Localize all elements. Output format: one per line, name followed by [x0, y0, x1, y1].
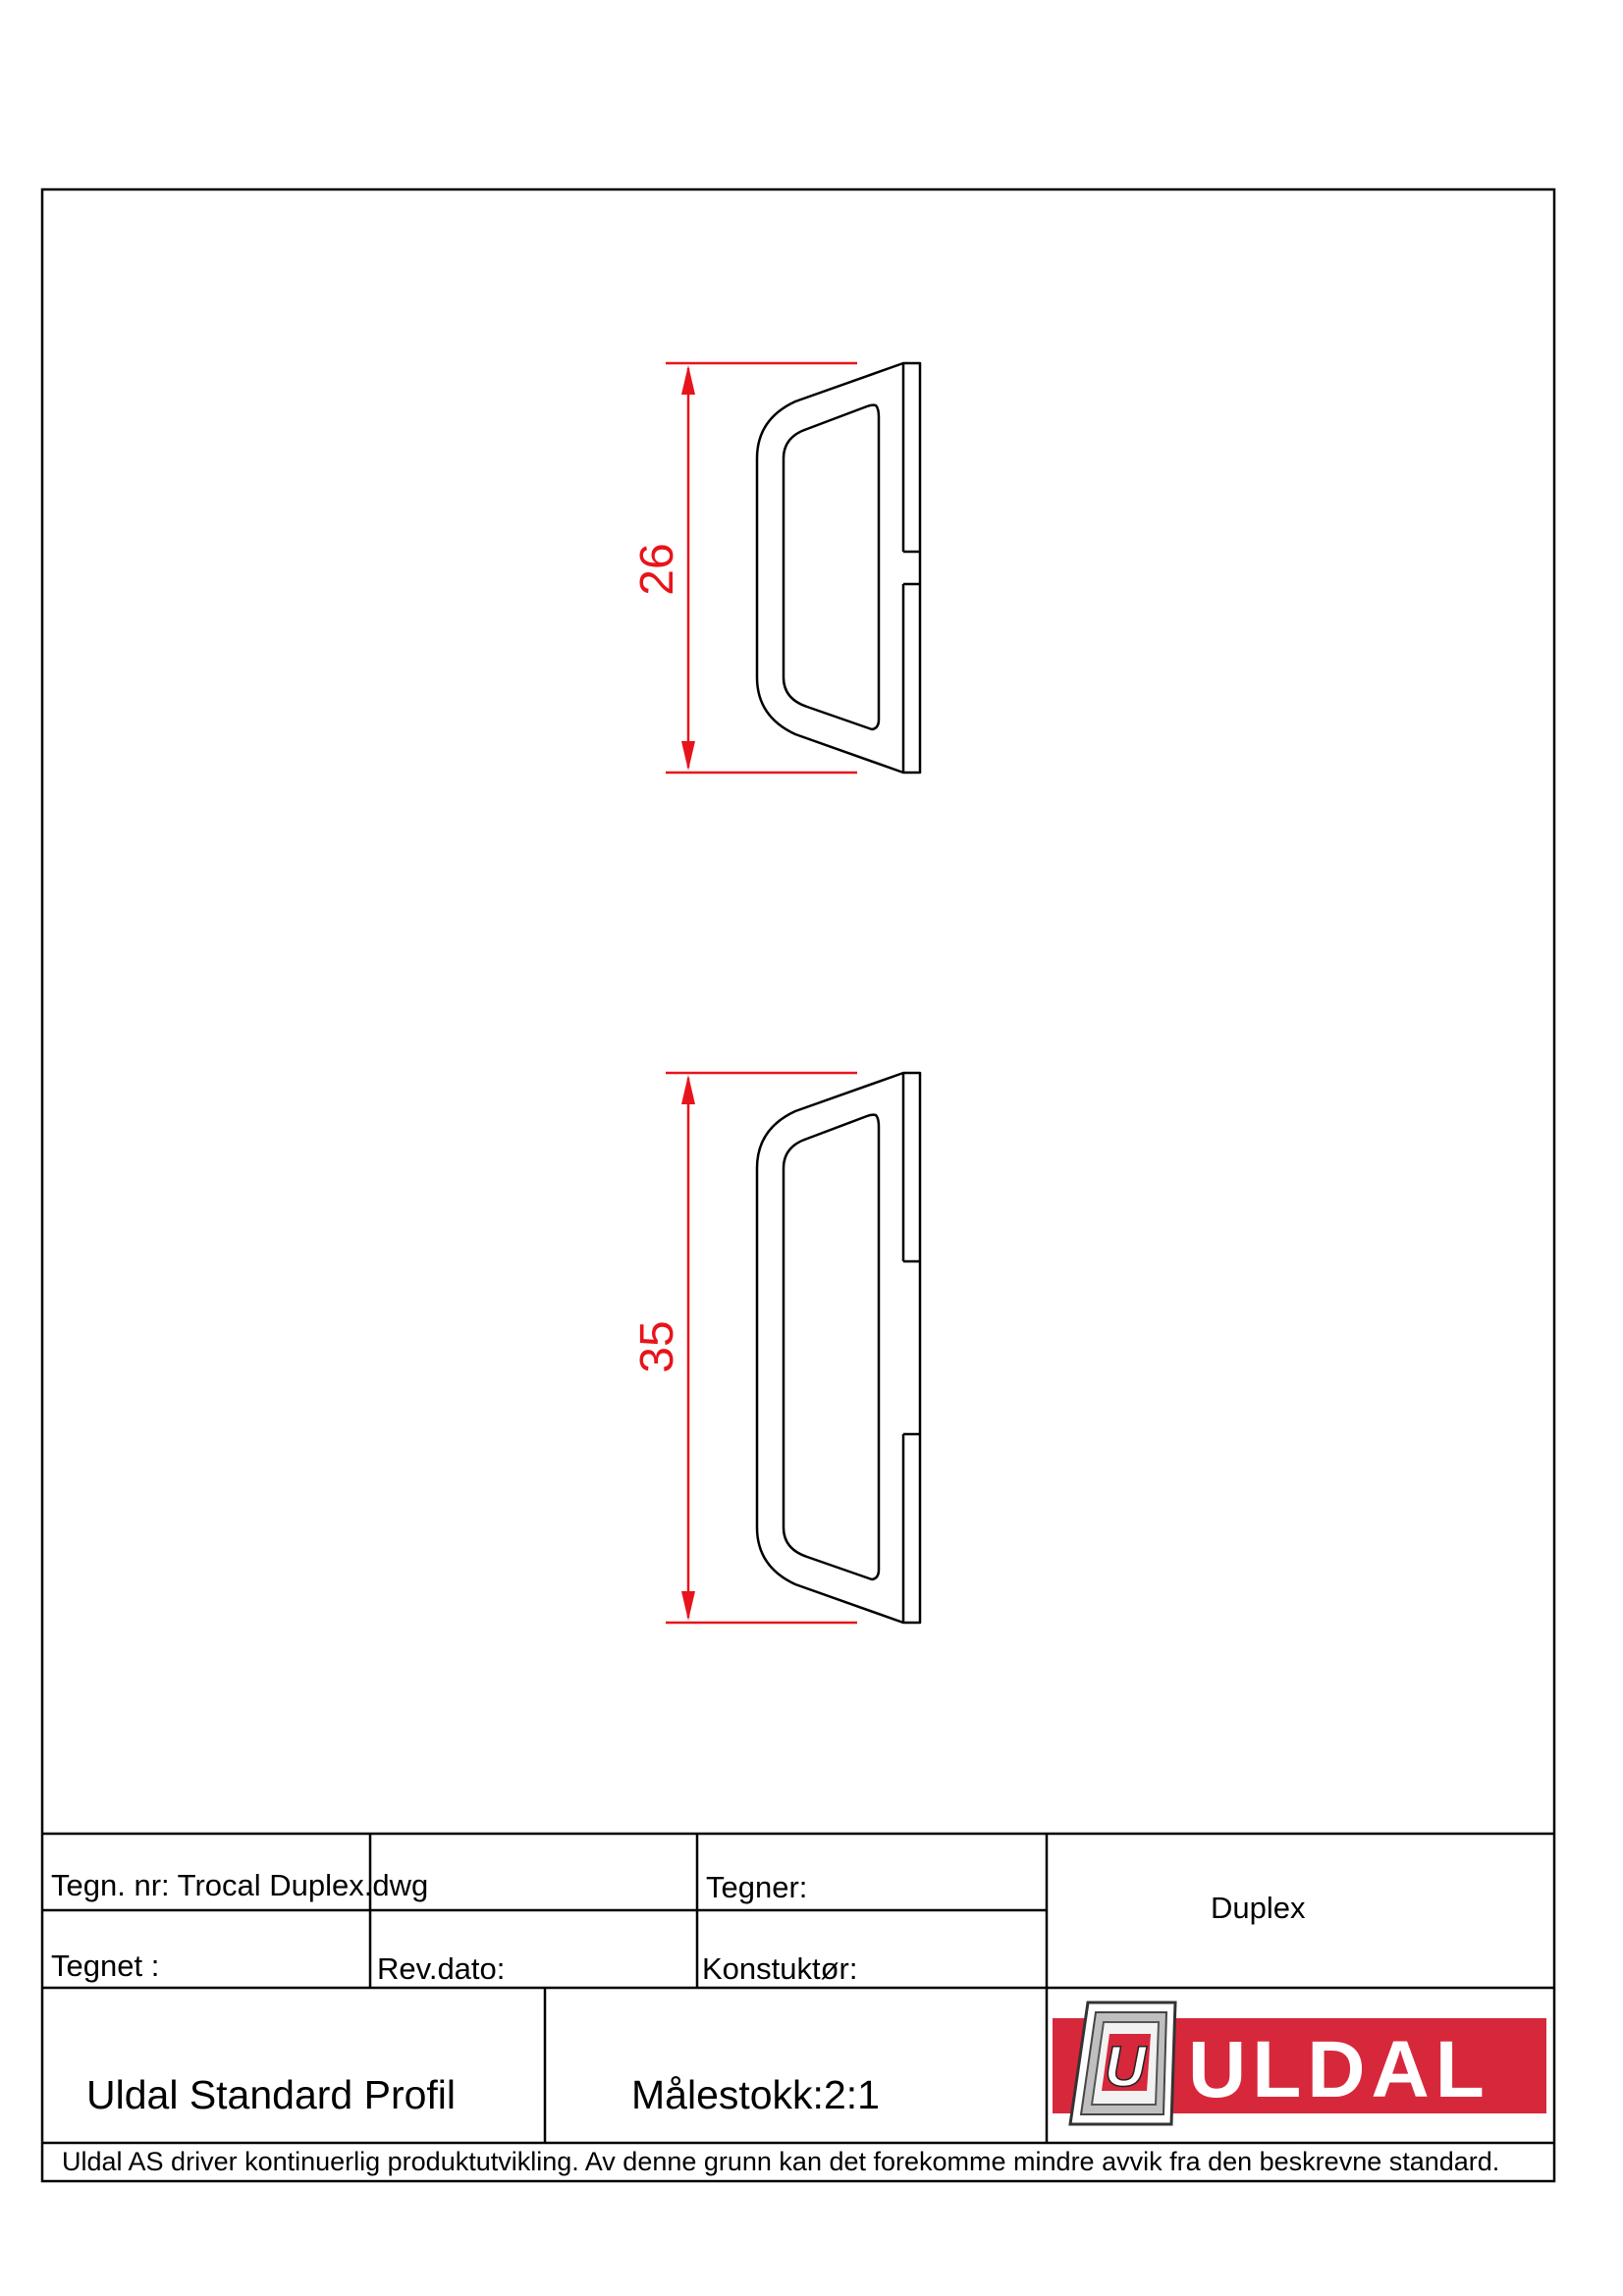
dimension-35-label: 35	[631, 1320, 683, 1373]
dimension-35-arrow-bottom	[681, 1591, 695, 1621]
drawn-field: Tegnet :	[51, 1949, 160, 1983]
revision-date-field: Rev.dato:	[377, 1951, 506, 1986]
logo-wordmark: ULDAL	[1188, 2025, 1490, 2114]
profile-name: Duplex	[1211, 1891, 1306, 1925]
constructor-field: Konstuktør:	[702, 1951, 858, 1986]
dimension-26-arrow-top	[681, 365, 695, 395]
profile-26-inner-contour	[784, 405, 879, 729]
dimension-26-label: 26	[631, 543, 683, 596]
drawing-number: Tegn. nr: Trocal Duplex.dwg	[51, 1868, 429, 1902]
dimension-35	[666, 1073, 857, 1623]
profile-35-inner-contour	[784, 1115, 879, 1579]
standard-profile-label: Uldal Standard Profil	[86, 2072, 457, 2117]
dimension-26-arrow-bottom	[681, 741, 695, 771]
logo-u-letter: U	[1105, 2035, 1146, 2099]
profile-26	[757, 363, 920, 773]
uldal-logo	[1053, 2002, 1546, 2124]
profile-26-outer-contour	[757, 363, 920, 773]
dimension-35-arrow-top	[681, 1075, 695, 1104]
dimension-26	[666, 363, 857, 773]
draftsman-field: Tegner:	[706, 1870, 808, 1904]
scale-label: Målestokk:2:1	[631, 2072, 880, 2117]
profile-35	[757, 1073, 920, 1623]
disclaimer-text: Uldal AS driver kontinuerlig produktutvikling. Av denne grunn kan det forekomme mindre avvik fra den beskrevne standard.	[62, 2147, 1500, 2176]
profile-35-outer-contour	[757, 1073, 920, 1623]
